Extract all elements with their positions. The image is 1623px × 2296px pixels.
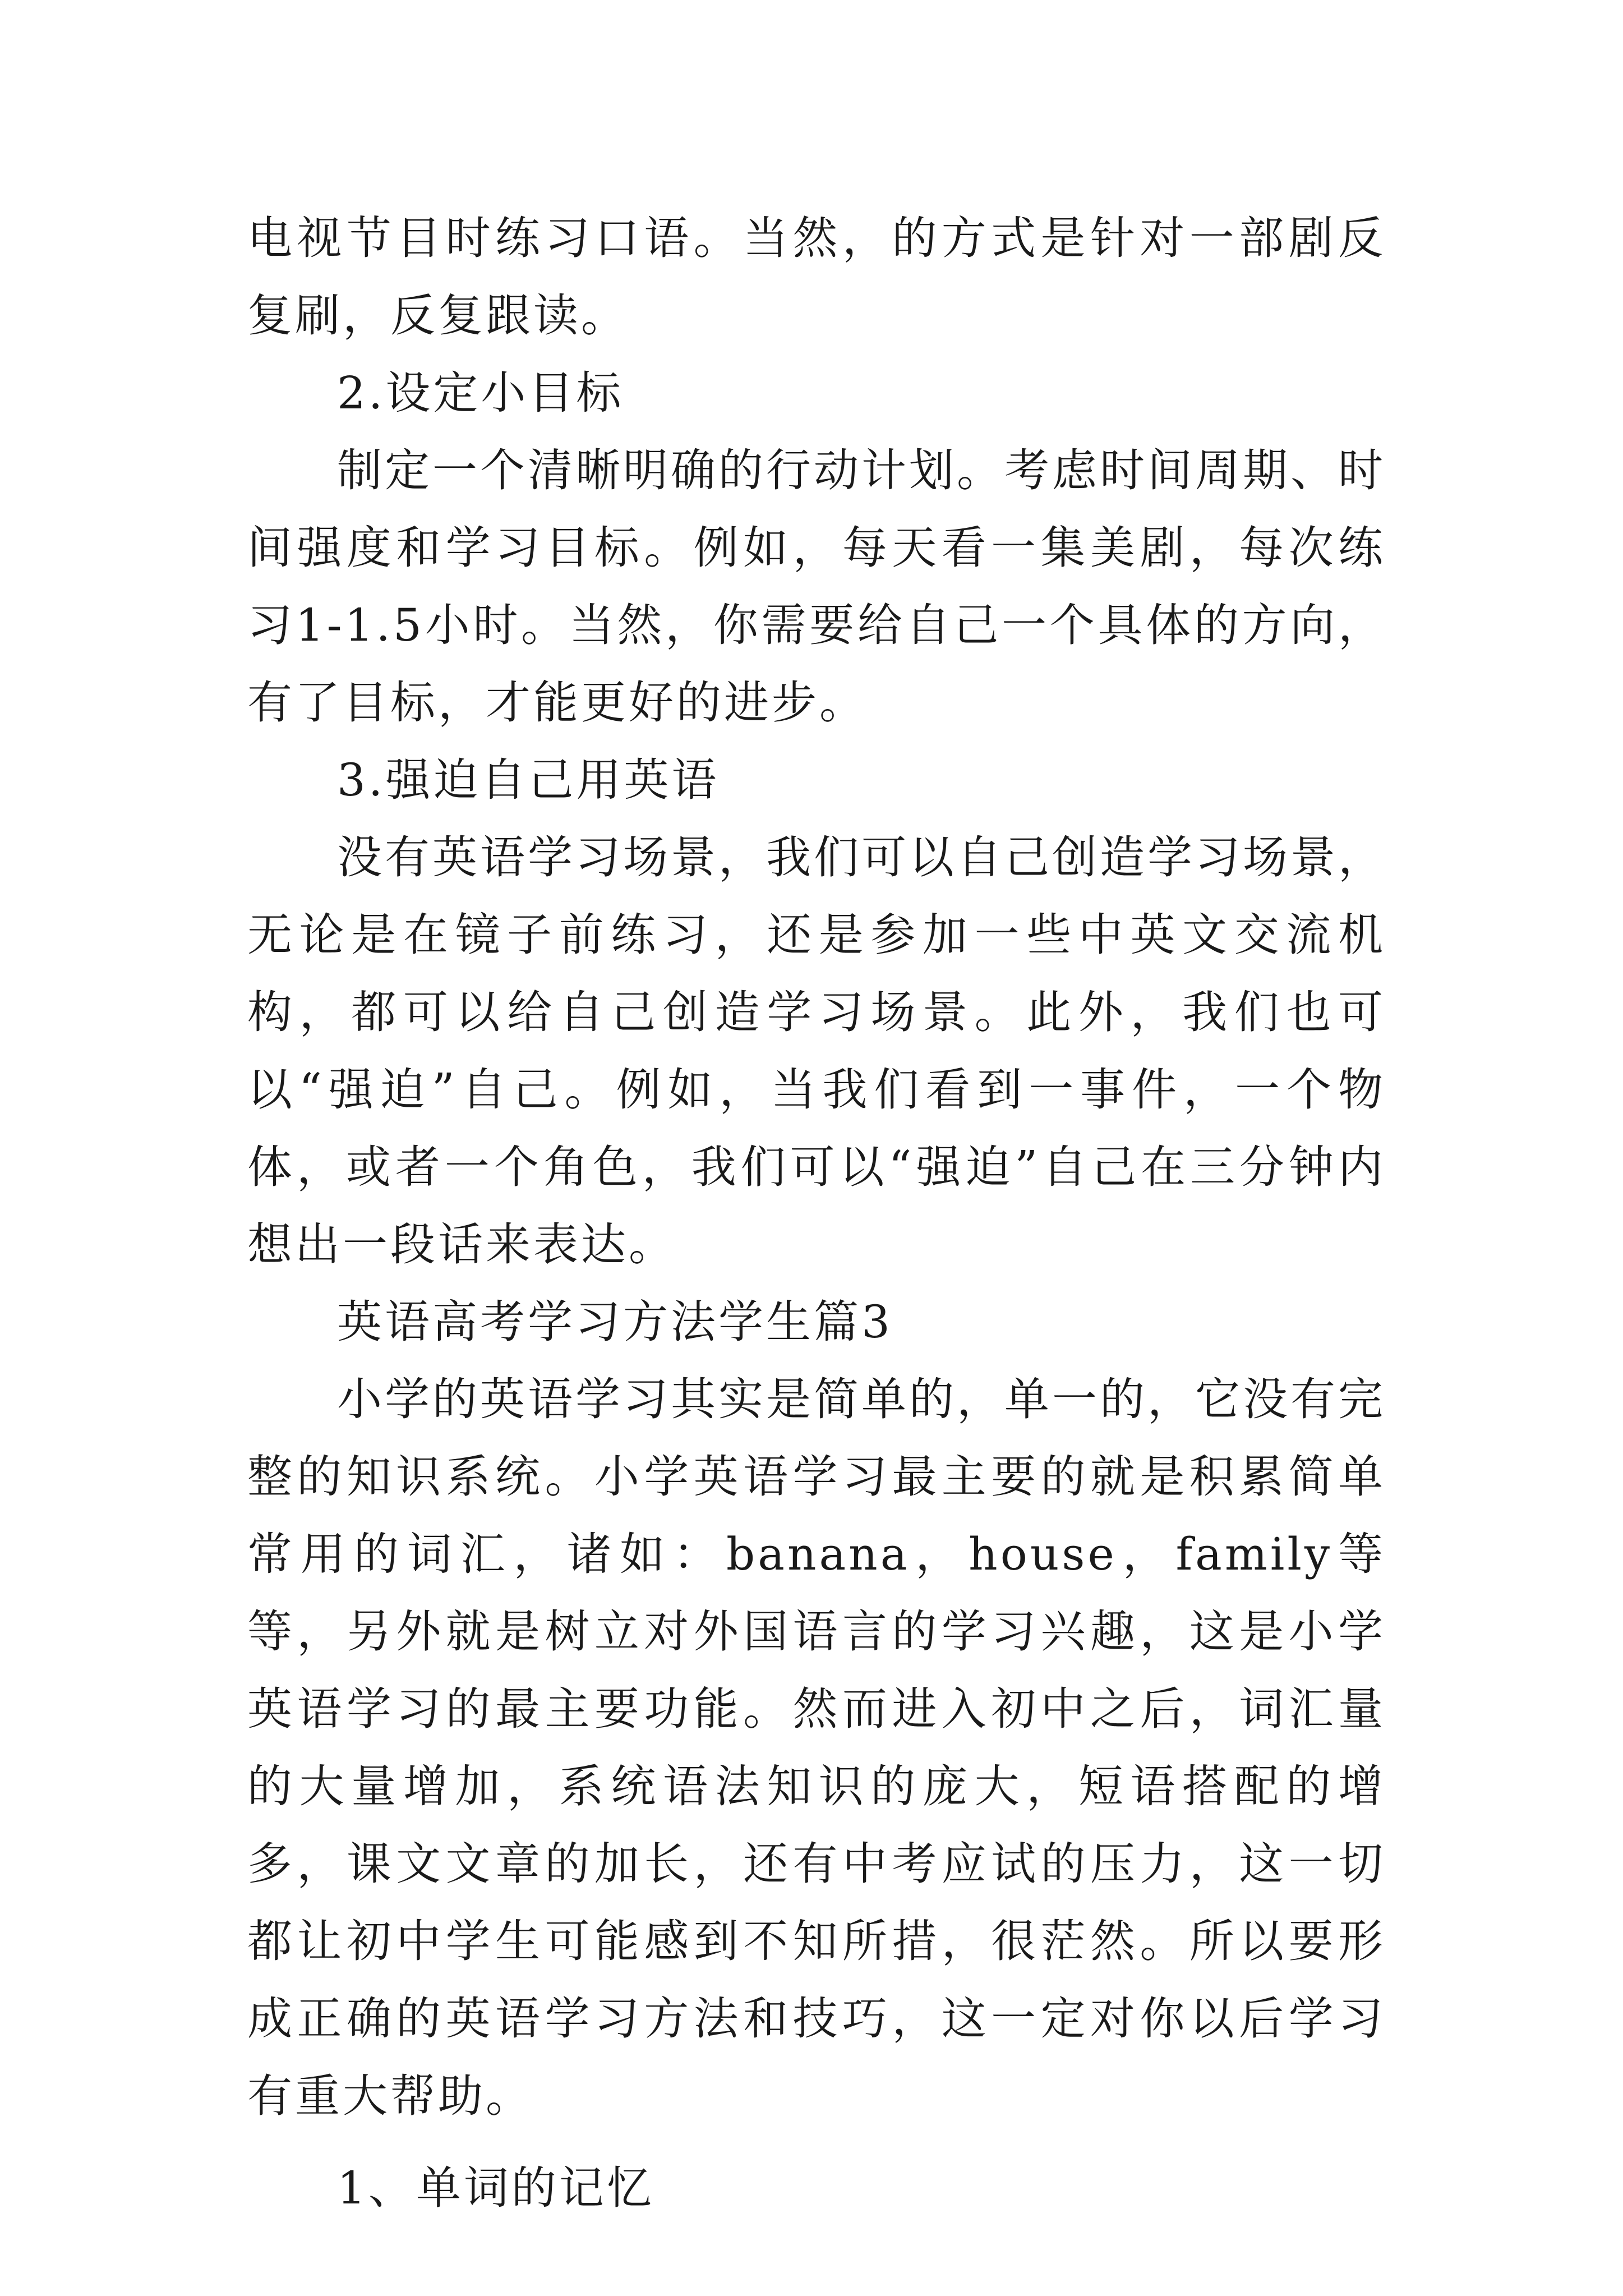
heading-force-english: 3.强迫自己用英语 <box>337 754 720 806</box>
heading-word-memory: 1、单词的记忆 <box>337 2162 654 2214</box>
paragraph-primary-vs-junior: 小学的英语学习其实是简单的，单一的，它没有完整的知识系统。小学英语学习最主要的就是积累简单常用的词汇，诸如：banana，house，family等等，另外就是树立对外国语言的学习兴趣，这是小学英语学习的最主要功能。然而进入初中之后，词汇量的大量增加，系统语法知识的庞大，短语搭配的增多，课文文章的加长，还有中考应试的压力，这一切都让初中学生可能感到不知所措，很茫然。所以要形成正确的英语学习方法和技巧，这一定对你以后学习有重大帮助。 <box>247 1373 1386 2122</box>
section-title-part-3: 英语高考学习方法学生篇3 <box>337 1296 893 1348</box>
paragraph-create-scenes: 没有英语学习场景，我们可以自己创造学习场景，无论是在镜子前练习，还是参加一些中英文交流机构，都可以给自己创造学习场景。此外，我们也可以“强迫”自己。例如，当我们看到一事件，一个物体，或者一个角色，我们可以“强迫”自己在三分钟内想出一段话来表达。 <box>247 831 1386 1271</box>
paragraph-action-plan: 制定一个清晰明确的行动计划。考虑时间周期、时间强度和学习目标。例如，每天看一集美剧，每次练习1-1.5小时。当然，你需要给自己一个具体的方向，有了目标，才能更好的进步。 <box>247 444 1386 729</box>
paragraph-continuation: 电视节目时练习口语。当然，的方式是针对一部剧反复刷，反复跟读。 <box>247 212 1386 342</box>
document-body <box>247 200 1386 2227</box>
heading-set-small-goals: 2.设定小目标 <box>337 367 624 419</box>
